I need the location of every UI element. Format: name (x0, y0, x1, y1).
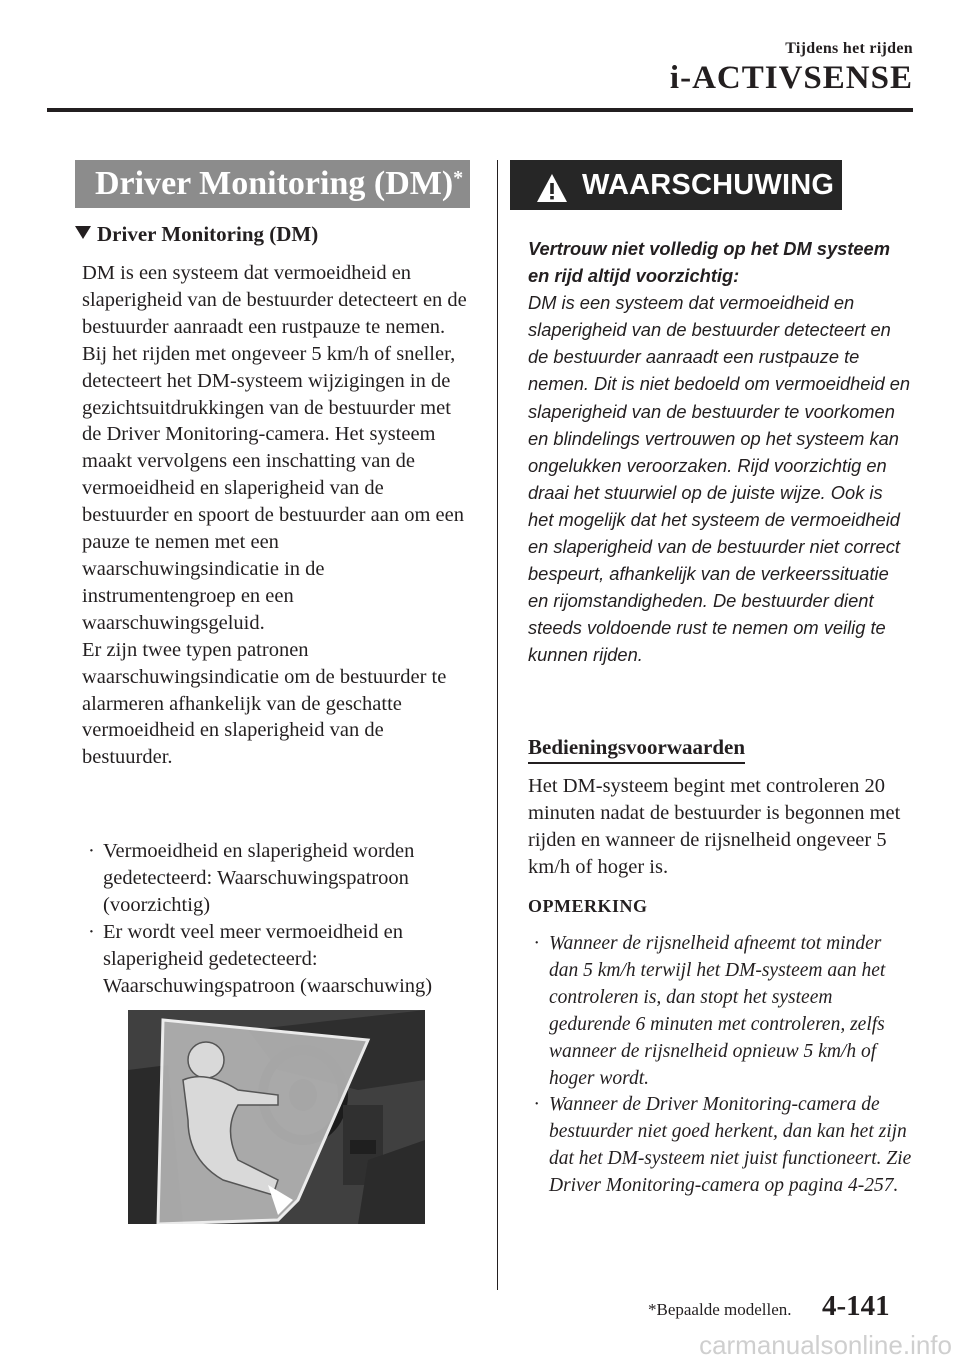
body-text (82, 260, 474, 771)
list-item-text: Vermoeidheid en slaperigheid worden gedetecteerd: Waarschuwingspatroon (voorzichtig) (103, 840, 415, 916)
header-rule (47, 108, 913, 112)
warning-banner (510, 160, 842, 210)
chapter-title: i-ACTIVSENSE (669, 60, 913, 96)
column-divider (497, 160, 498, 1290)
section-label: Tijdens het rijden (785, 40, 913, 57)
down-triangle-icon (75, 226, 91, 239)
bullet-dot: · (88, 920, 95, 943)
paragraph: Bij het rijden met ongeveer 5 km/h of sneller, detecteert het DM-systeem wijzigingen in de gezichtsuitdrukkingen van de bestuurder met de Driver Monitoring-camera. Het systeem maakt vervolgens een inschatting van de vermoeidheid en slaperigheid van de bestuurder en spoort de bestuurder aan om een pauze te nemen met een waarschuwingsindicatie in de instrumentengroep en een waarschuwingsgeluid. (82, 342, 464, 634)
list-item (88, 838, 478, 919)
section-title-banner (75, 160, 470, 208)
warning-heading: Vertrouw niet volledig op het DM systeem en rijd altijd voorzichtig: (528, 238, 890, 287)
list-item (534, 931, 914, 1092)
car-interior-image (128, 1010, 425, 1224)
paragraph: DM is een systeem dat vermoeidheid en slaperigheid van de bestuurder detecteert en de bestuurder aanraadt een rustpauze te nemen. (82, 262, 467, 338)
driver-camera-illustration (128, 1010, 425, 1224)
note-list (534, 931, 914, 1200)
warning-triangle-icon (536, 169, 568, 219)
warning-text: DM is een systeem dat vermoeidheid en slaperigheid van de bestuurder detecteert en de bestuurder aanraadt een rustpauze te nemen. Dit is niet bedoeld om vermoeidheid en slaperigheid van de bestuurder te voorkomen en blindelings vertrouwen op het systeem kan ongelukken veroorzaken. Rijd voorzichtig en draai het stuurwiel op de juiste wijze. Ook is het mogelijk dat het systeem de vermoeidheid en slaperigheid van de bestuurder niet correct bespeurt, afhankelijk van de verkeerssituatie en rijomstandigheden. De bestuurder dient steeds voldoende rust te nemen om veilig te kunnen rijden. (528, 292, 911, 666)
page-number: 4-141 (822, 1290, 890, 1322)
bullet-list (88, 838, 478, 999)
paragraph: Er zijn twee typen patronen waarschuwingsindicatie om de bestuurder te alarmeren afhankelijk van de geschatte vermoeidheid en slaperigheid van de bestuurder. (82, 638, 447, 769)
bullet-dot: · (534, 1094, 539, 1116)
watermark: carmanualsonline.info (699, 1330, 952, 1360)
footnote: *Bepaalde modellen. (648, 1300, 792, 1319)
section-title: Driver Monitoring (DM) (95, 165, 454, 202)
bullet-dot: · (534, 933, 539, 954)
conditions-heading: Bedieningsvoorwaarden (528, 735, 745, 764)
list-item-text: Er wordt veel meer vermoeidheid en slaperigheid gedetecteerd: Waarschuwingspatroon (waarschuwing) (103, 920, 433, 997)
warning-body (528, 235, 913, 669)
optional-equipment-mark: * (453, 167, 464, 189)
list-item-text: Wanneer de Driver Monitoring-camera de bestuurder niet goed herkent, dan kan het zijn dat het DM-systeem niet juist functioneert. Zie Driver Monitoring-camera op pagina 4-257. (549, 1094, 912, 1197)
conditions-text: Het DM-systeem begint met controleren 20 minuten nadat de bestuurder is begonnen met rijden en wanneer de rijsnelheid ongeveer 5 km/h of hoger is. (528, 775, 901, 878)
subheading-text: Driver Monitoring (DM) (97, 222, 319, 246)
bullet-dot: · (88, 840, 95, 862)
list-item (534, 1092, 914, 1200)
note-heading: OPMERKING (528, 896, 648, 916)
list-item (88, 919, 478, 1000)
list-item-text: Wanneer de rijsnelheid afneemt tot minder dan 5 km/h terwijl het DM-systeem aan het controleren is, dan stopt het systeem gedurende 6 minuten met controleren, zelfs wanneer de rijsnelheid opnieuw 5 km/h of hoger wordt. (549, 933, 886, 1089)
warning-label: WAARSCHUWING (582, 169, 835, 201)
subheading (75, 222, 318, 247)
